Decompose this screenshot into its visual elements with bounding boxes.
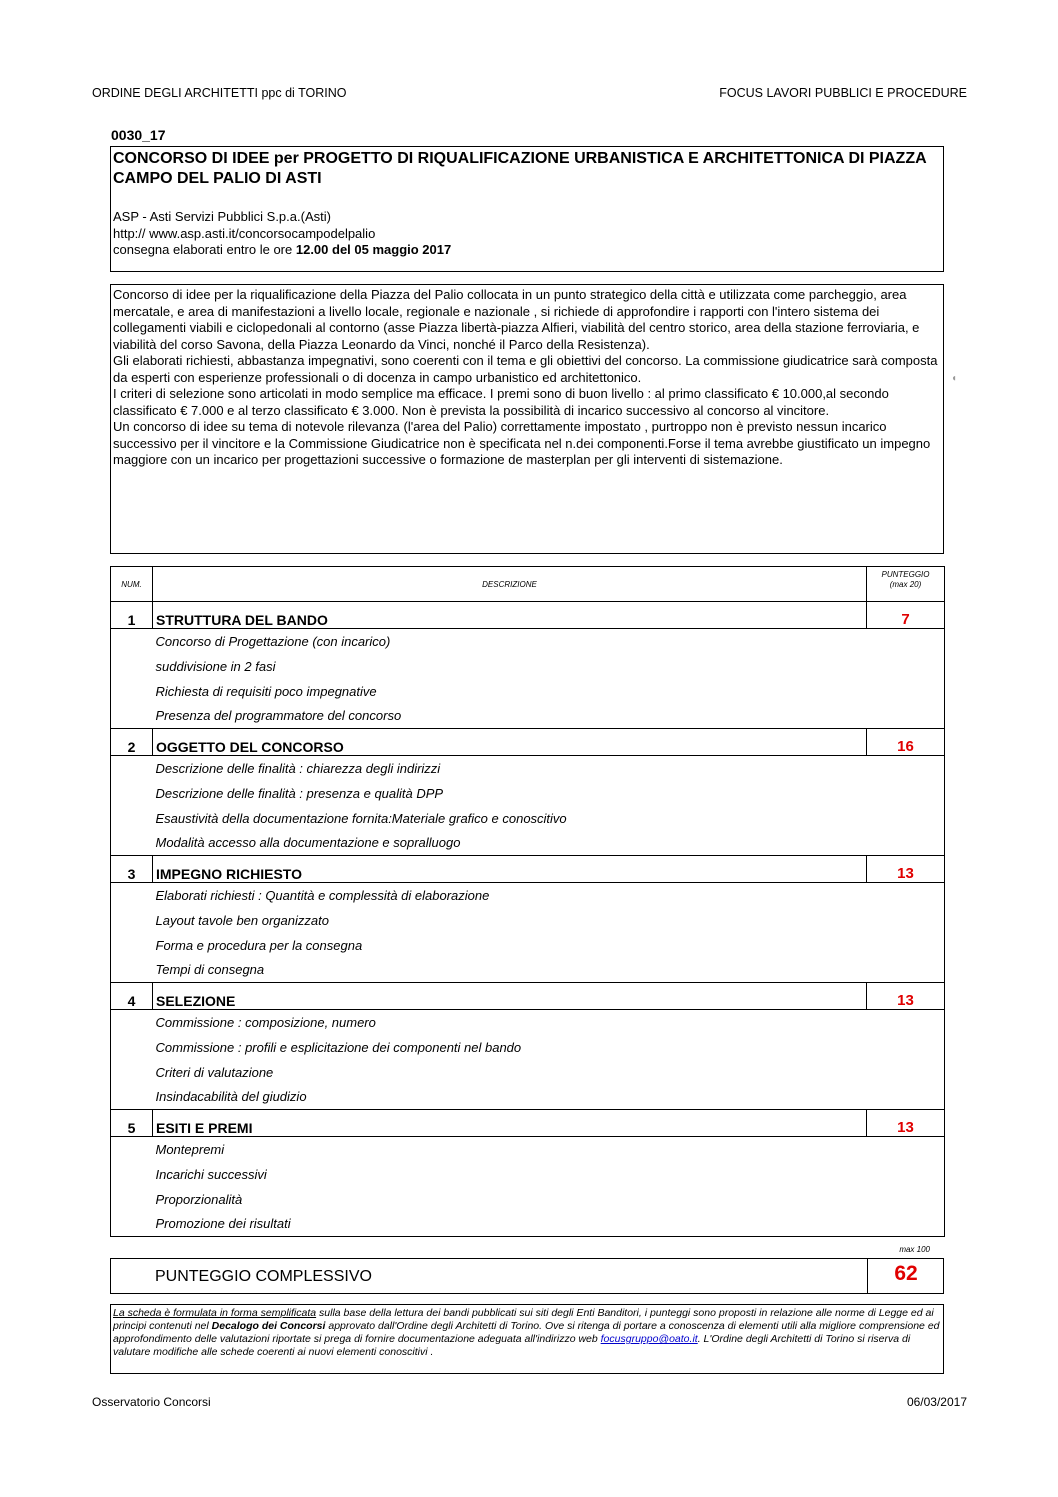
criterion-text: Layout tavole ben organizzato — [153, 908, 945, 933]
criterion-spacer — [111, 883, 153, 908]
criterion-spacer — [111, 806, 153, 831]
criterion-row — [111, 1035, 945, 1060]
max-note: max 100 — [899, 1245, 930, 1254]
total-box — [110, 1258, 944, 1294]
description-paragraph: Gli elaborati richiesti, abbastanza impegnativi, sono coerenti con il tema e gli obiettivi del concorso. La commissione giudicatrice sarà composta da esperti con esperienze professionali o di docenza in campo urbanistico ed architettonico. — [113, 353, 938, 385]
criterion-row — [111, 629, 945, 654]
criterion-spacer — [111, 1085, 153, 1110]
criterion-text: Elaborati richiesti : Quantità e complessità di elaborazione — [153, 883, 945, 908]
section-row — [111, 856, 945, 883]
criterion-spacer — [111, 1162, 153, 1187]
criterion-text: Descrizione delle finalità : presenza e qualità DPP — [153, 781, 945, 806]
criterion-spacer — [111, 781, 153, 806]
criterion-row — [111, 831, 945, 856]
criterion-text: Presenza del programmatore del concorso — [153, 704, 945, 729]
criterion-spacer — [111, 1010, 153, 1035]
section-name: STRUTTURA DEL BANDO — [153, 602, 867, 629]
competition-code: 0030_17 — [111, 127, 166, 143]
evaluation-table — [110, 566, 945, 1237]
criterion-spacer — [111, 958, 153, 983]
title-info — [113, 209, 451, 259]
total-label: PUNTEGGIO COMPLESSIVO — [155, 1268, 372, 1285]
col-score-label: PUNTEGGIO — [881, 570, 930, 579]
footer-left: Osservatorio Concorsi — [92, 1395, 211, 1409]
criterion-row — [111, 1010, 945, 1035]
margin-mark: ◖ — [951, 373, 958, 384]
criterion-spacer — [111, 654, 153, 679]
criterion-spacer — [111, 831, 153, 856]
criterion-text: suddivisione in 2 fasi — [153, 654, 945, 679]
criterion-row — [111, 679, 945, 704]
disclaimer-part1: sulla base della lettura dei bandi pubblicati sui siti degli Enti Banditori, i punteggi sono proposti in relazione alle norme di Legge ed ai principi contenuti nel — [113, 1307, 934, 1332]
criterion-spacer — [111, 629, 153, 654]
section-number: 2 — [111, 729, 153, 756]
criterion-text: Descrizione delle finalità : chiarezza degli indirizzi — [153, 756, 945, 781]
criterion-spacer — [111, 679, 153, 704]
criterion-spacer — [111, 908, 153, 933]
criterion-spacer — [111, 704, 153, 729]
section-name: ESITI E PREMI — [153, 1110, 867, 1137]
criterion-spacer — [111, 1187, 153, 1212]
criterion-spacer — [111, 1212, 153, 1237]
criterion-row — [111, 883, 945, 908]
disclaimer-underlined: La scheda è formulata in forma semplificata — [113, 1307, 317, 1319]
col-score-max: (max 20) — [889, 580, 922, 589]
section-number: 5 — [111, 1110, 153, 1137]
col-num-header: NUM. — [111, 567, 153, 602]
competition-title: CONCORSO DI IDEE per PROGETTO DI RIQUALIFICAZIONE URBANISTICA E ARCHITETTONICA DI PIAZZA CAMPO DEL PALIO DI ASTI — [113, 150, 927, 187]
criterion-text: Promozione dei risultati — [153, 1212, 945, 1237]
criterion-text: Commissione : profili e esplicitazione dei componenti nel bando — [153, 1035, 945, 1060]
criterion-text: Insindacabilità del giudizio — [153, 1085, 945, 1110]
criterion-spacer — [111, 1060, 153, 1085]
section-row — [111, 983, 945, 1010]
criterion-text: Forma e procedura per la consegna — [153, 933, 945, 958]
criterion-row — [111, 1212, 945, 1237]
criterion-text: Commissione : composizione, numero — [153, 1010, 945, 1035]
criterion-text: Montepremi — [153, 1137, 945, 1162]
section-number: 4 — [111, 983, 153, 1010]
criterion-row — [111, 654, 945, 679]
criterion-row — [111, 756, 945, 781]
col-score-header — [867, 567, 945, 602]
criterion-text: Tempi di consegna — [153, 958, 945, 983]
description-paragraph: I criteri di selezione sono articolati in modo semplice ma efficace. I premi sono di buon livello : al primo classificato € 10.000,al secondo classificato € 7.000 e al terzo classificato € 3.000. Non è prevista la possibilità di incarico successivo al concorso al vincitore. — [113, 386, 889, 418]
competition-url: http:// www.asp.asti.it/concorsocampodelpalio — [113, 225, 376, 241]
criterion-row — [111, 1137, 945, 1162]
table-header-row — [111, 567, 945, 602]
criterion-text: Modalità accesso alla documentazione e sopralluogo — [153, 831, 945, 856]
criterion-row — [111, 1187, 945, 1212]
section-number: 3 — [111, 856, 153, 883]
criterion-row — [111, 1162, 945, 1187]
deadline-value: 12.00 del 05 maggio 2017 — [295, 242, 452, 257]
description-paragraph: Un concorso di idee su tema di notevole rilevanza (l'area del Palio) correttamente impostato , purtroppo non è previsto nessun incarico successivo per il vincitore e la Commissione Giudicatrice non è specificata nel n.dei componenti.Forse il tema avrebbe giustificato un impegno maggiore con un incarico per progettazioni successive o formazione de masterplan per gli interventi di sistemazione. — [113, 419, 931, 467]
disclaimer-bold: Decalogo dei Concorsi — [211, 1320, 326, 1332]
criterion-spacer — [111, 756, 153, 781]
email-link[interactable]: focusgruppo@oato.it — [600, 1333, 698, 1345]
criterion-row — [111, 1085, 945, 1110]
section-score: 7 — [867, 602, 945, 629]
title-box — [110, 146, 944, 272]
criterion-row — [111, 781, 945, 806]
section-row — [111, 1110, 945, 1137]
total-score: 62 — [894, 1262, 918, 1285]
criterion-row — [111, 908, 945, 933]
description-paragraph: Concorso di idee per la riqualificazione della Piazza del Palio collocata in un punto strategico della città e utilizzata come parcheggio, area mercatale, e area di manifestazioni a livello locale, regionale e nazionale , si richiede di approfondire i rapporti con l'intero sistema dei collegamenti viabili e ciclopedonali al contorno (asse Piazza libertà-piazza Alfieri, viabilità del centro storico, area della stazione ferroviaria, e viabilità del corso Savona, della Piazza Leonardo da Vinci, nonché il Parco della Resistenza). — [113, 287, 920, 352]
deadline — [113, 242, 451, 259]
header-left: ORDINE DEGLI ARCHITETTI ppc di TORINO — [92, 86, 347, 100]
criterion-row — [111, 806, 945, 831]
criterion-row — [111, 704, 945, 729]
section-row — [111, 729, 945, 756]
criterion-spacer — [111, 933, 153, 958]
disclaimer-text — [113, 1307, 940, 1359]
criterion-text: Concorso di Progettazione (con incarico) — [153, 629, 945, 654]
section-score: 13 — [867, 983, 945, 1010]
description-text — [113, 287, 940, 469]
col-desc-header: DESCRIZIONE — [153, 567, 867, 602]
criterion-row — [111, 1060, 945, 1085]
description-box — [110, 284, 944, 554]
section-number: 1 — [111, 602, 153, 629]
disclaimer-box — [110, 1304, 944, 1374]
criterion-text: Richiesta di requisiti poco impegnative — [153, 679, 945, 704]
criterion-text: Criteri di valutazione — [153, 1060, 945, 1085]
disclaimer-part2: approvato dall'Ordine degli Architetti di Torino. Ove si ritenga di portare a conoscenza di elementi utili alla migliore comprensione ed approfondimento delle valutazioni riportate si prega di fornire documentazione adeguata all'indirizzo web — [113, 1320, 940, 1345]
header-right: FOCUS LAVORI PUBBLICI E PROCEDURE — [719, 86, 967, 100]
footer-right: 06/03/2017 — [906, 1395, 967, 1409]
deadline-prefix: consegna elaborati entro le ore — [113, 242, 296, 257]
section-score: 13 — [867, 856, 945, 883]
section-row — [111, 602, 945, 629]
entity-name: ASP - Asti Servizi Pubblici S.p.a.(Asti) — [113, 209, 331, 224]
criterion-text: Esaustività della documentazione fornita:Materiale grafico e conoscitivo — [153, 806, 945, 831]
criterion-row — [111, 958, 945, 983]
criterion-spacer — [111, 1035, 153, 1060]
section-name: OGGETTO DEL CONCORSO — [153, 729, 867, 756]
disclaimer-part3: . L'Ordine degli Architetti di Torino si riserva di valutare modifiche alle schede coerenti ai nuovi elementi conoscitivi . — [113, 1333, 911, 1358]
section-name: IMPEGNO RICHIESTO — [153, 856, 867, 883]
criterion-text: Proporzionalità — [153, 1187, 945, 1212]
section-score: 13 — [867, 1110, 945, 1137]
section-score: 16 — [867, 729, 945, 756]
criterion-text: Incarichi successivi — [153, 1162, 945, 1187]
criterion-row — [111, 933, 945, 958]
section-name: SELEZIONE — [153, 983, 867, 1010]
criterion-spacer — [111, 1137, 153, 1162]
